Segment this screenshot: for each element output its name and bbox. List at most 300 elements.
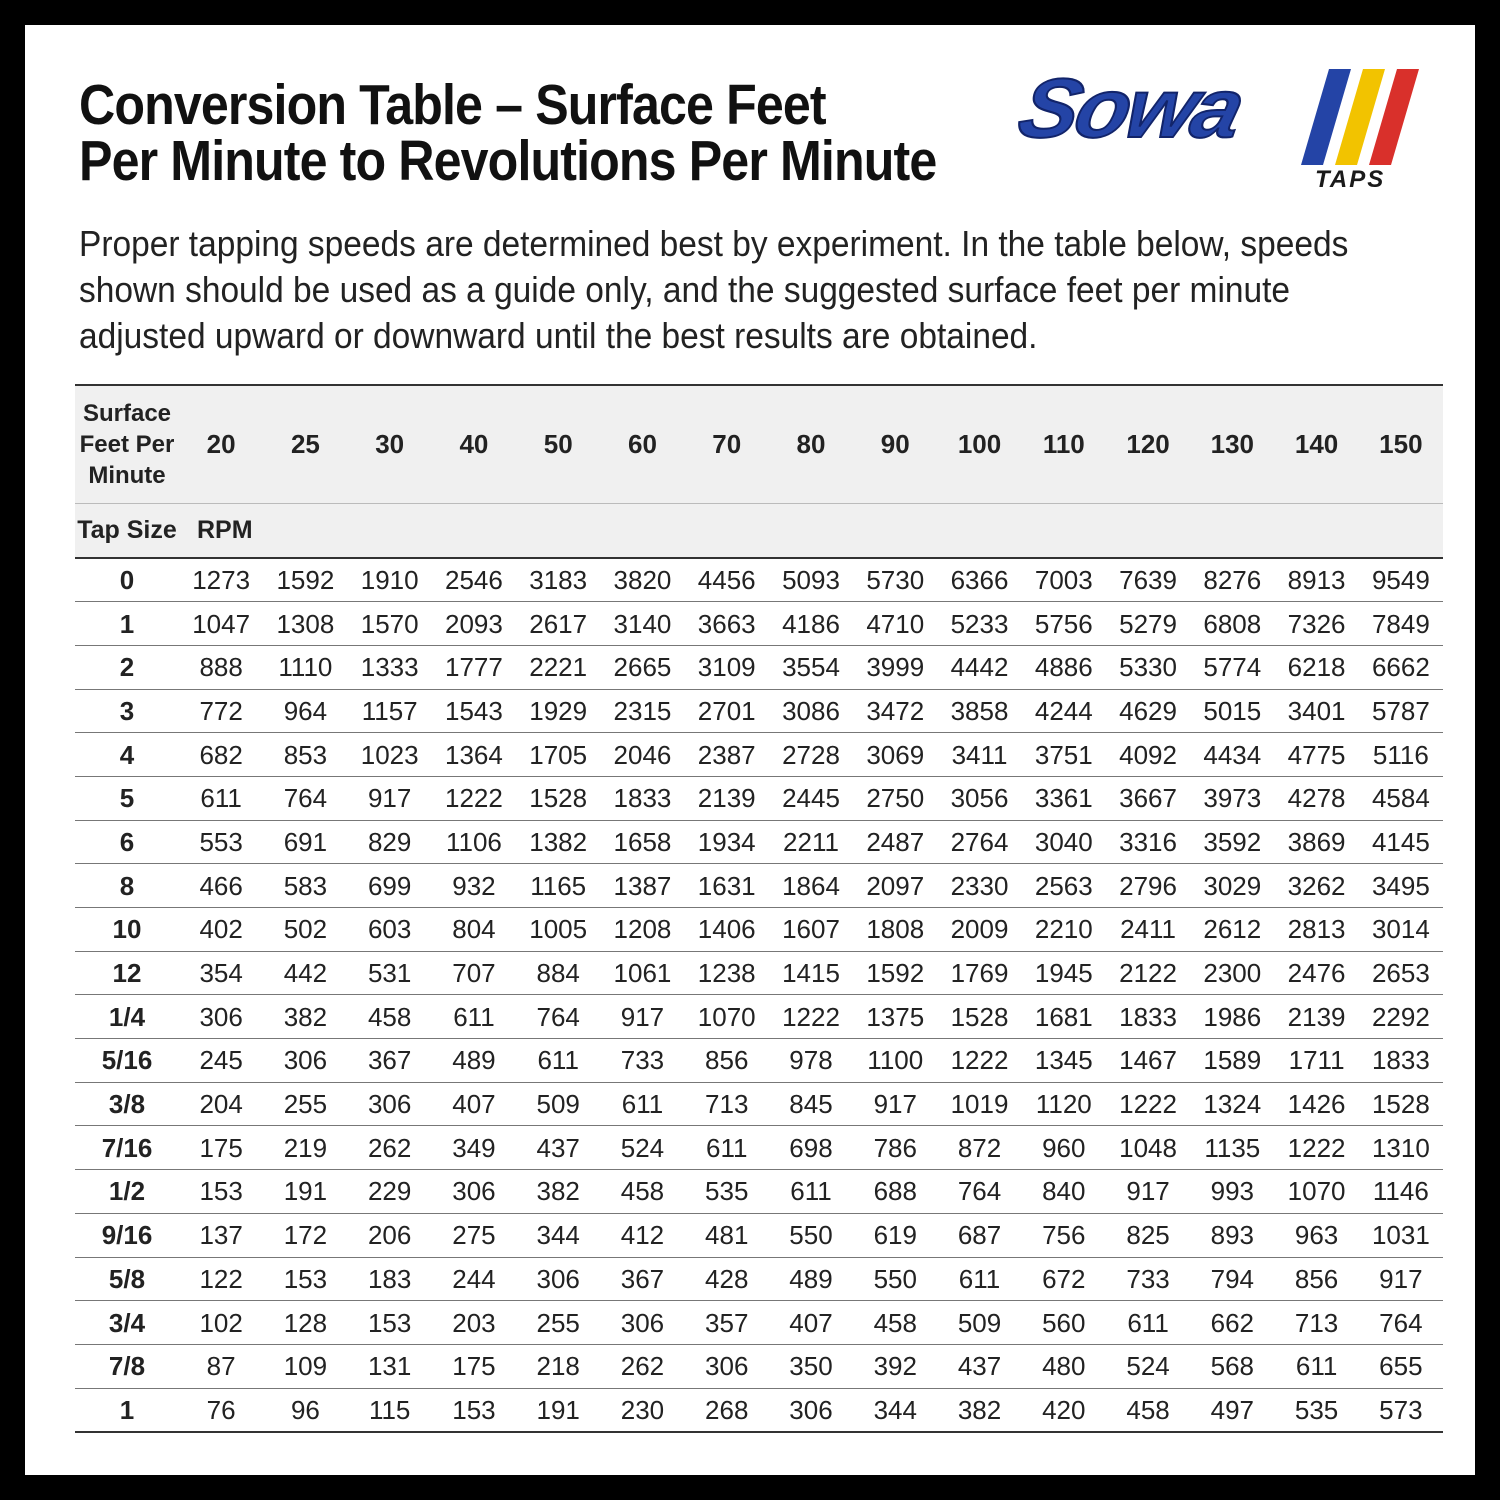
table-row <box>75 995 1443 1039</box>
rpm-cell: 4434 <box>1203 739 1262 770</box>
rpm-cell: 2487 <box>866 826 925 857</box>
rpm-cell: 713 <box>705 1089 749 1120</box>
rpm-cell: 2563 <box>1034 870 1093 901</box>
rpm-cell: 893 <box>1210 1220 1255 1251</box>
conversion-table-body <box>75 558 1443 1432</box>
rpm-cell: 2221 <box>529 652 588 683</box>
tap-size-cell: 3 <box>119 695 135 726</box>
rpm-cell: 2097 <box>866 870 925 901</box>
rpm-cell: 1705 <box>529 739 588 770</box>
rpm-cell: 3401 <box>1287 695 1346 726</box>
rpm-cell: 2122 <box>1119 958 1177 989</box>
rpm-cell: 489 <box>452 1045 496 1076</box>
rpm-cell: 3411 <box>951 739 1008 770</box>
tap-size-cell: 4 <box>119 739 135 770</box>
rpm-cell: 5730 <box>866 565 925 596</box>
rpm-cell: 172 <box>283 1220 328 1251</box>
rpm-cell: 917 <box>367 783 412 814</box>
rpm-cell: 1986 <box>1203 1001 1262 1032</box>
rpm-cell: 856 <box>1294 1263 1339 1294</box>
rpm-cell: 497 <box>1210 1394 1255 1425</box>
rpm-cell: 204 <box>199 1089 243 1120</box>
tap-size-cell: 5/16 <box>101 1045 153 1076</box>
rpm-cell: 275 <box>452 1220 496 1251</box>
rpm-cell: 175 <box>452 1351 496 1382</box>
rpm-cell: 2387 <box>697 739 756 770</box>
rpm-cell: 611 <box>790 1176 832 1207</box>
rpm-cell: 4775 <box>1287 739 1346 770</box>
rpm-cell: 3361 <box>1034 783 1093 814</box>
rpm-cell: 306 <box>283 1045 328 1076</box>
rpm-cell: 764 <box>957 1176 1002 1207</box>
rpm-cell: 3056 <box>950 783 1009 814</box>
rpm-cell: 5279 <box>1119 608 1177 639</box>
rpm-cell: 662 <box>1210 1307 1255 1338</box>
tap-size-cell: 1/2 <box>108 1176 146 1207</box>
rpm-cell: 1711 <box>1288 1045 1345 1076</box>
rpm-cell: 2701 <box>697 695 756 726</box>
sfpm-column-header: 120 <box>1126 428 1170 459</box>
rpm-cell: 3472 <box>866 695 925 726</box>
rpm-cell: 5116 <box>1372 739 1429 770</box>
rpm-cell: 1543 <box>445 695 503 726</box>
table-row <box>75 820 1443 864</box>
rpm-cell: 672 <box>1042 1263 1086 1294</box>
rpm-cell: 1070 <box>697 1001 756 1032</box>
rpm-cell: 1607 <box>782 914 840 945</box>
rpm-cell: 4442 <box>950 652 1009 683</box>
rpm-cell: 367 <box>367 1045 412 1076</box>
rpm-cell: 1146 <box>1372 1176 1429 1207</box>
rpm-cell: 568 <box>1210 1351 1255 1382</box>
rpm-cell: 1528 <box>1371 1089 1430 1120</box>
rpm-cell: 699 <box>367 870 412 901</box>
rpm-cell: 917 <box>1126 1176 1170 1207</box>
rpm-cell: 2653 <box>1371 958 1430 989</box>
table-row <box>75 1344 1443 1388</box>
rpm-cell: 203 <box>452 1307 496 1338</box>
rpm-cell: 764 <box>283 783 328 814</box>
rpm-cell: 756 <box>1042 1220 1086 1251</box>
rpm-cell: 1222 <box>782 1001 840 1032</box>
rpm-cell: 502 <box>283 914 328 945</box>
rpm-cell: 255 <box>283 1089 328 1120</box>
rpm-cell: 3086 <box>782 695 840 726</box>
rpm-cell: 550 <box>873 1263 917 1294</box>
rpm-cell: 350 <box>789 1351 833 1382</box>
rpm-cell: 109 <box>283 1351 328 1382</box>
rpm-cell: 1528 <box>529 783 588 814</box>
rpm-cell: 3820 <box>613 565 672 596</box>
rpm-cell: 306 <box>452 1176 496 1207</box>
rpm-cell: 1467 <box>1119 1045 1177 1076</box>
rpm-cell: 2411 <box>1120 914 1177 945</box>
rpm-cell: 175 <box>199 1132 243 1163</box>
sfpm-column-header: 110 <box>1042 428 1085 459</box>
rpm-cell: 1061 <box>613 958 672 989</box>
rpm-cell: 1589 <box>1203 1045 1262 1076</box>
rpm-cell: 2009 <box>950 914 1009 945</box>
rpm-cell: 1100 <box>867 1045 924 1076</box>
rpm-cell: 183 <box>367 1263 412 1294</box>
table-row <box>75 1126 1443 1170</box>
rpm-cell: 306 <box>367 1089 412 1120</box>
rpm-cell: 412 <box>620 1220 665 1251</box>
rpm-cell: 1222 <box>445 783 503 814</box>
rpm-cell: 1208 <box>613 914 672 945</box>
rpm-cell: 4092 <box>1119 739 1177 770</box>
rpm-cell: 553 <box>199 826 243 857</box>
rpm-cell: 5756 <box>1034 608 1093 639</box>
rpm-cell: 1023 <box>360 739 419 770</box>
rpm-cell: 2139 <box>1287 1001 1346 1032</box>
rpm-cell: 2612 <box>1203 914 1262 945</box>
rpm-cell: 4886 <box>1034 652 1093 683</box>
rpm-cell: 131 <box>367 1351 412 1382</box>
tap-size-cell: 8 <box>119 870 135 901</box>
rpm-cell: 3858 <box>950 695 1009 726</box>
rpm-cell: 1222 <box>1119 1089 1177 1120</box>
rpm-cell: 687 <box>957 1220 1002 1251</box>
rpm-cell: 829 <box>367 826 412 857</box>
rpm-cell: 856 <box>705 1045 749 1076</box>
rpm-cell: 153 <box>367 1307 412 1338</box>
rpm-cell: 9549 <box>1371 565 1430 596</box>
rpm-cell: 3592 <box>1203 826 1262 857</box>
rpm-cell: 603 <box>367 914 412 945</box>
rpm-cell: 382 <box>957 1394 1002 1425</box>
rpm-cell: 76 <box>206 1394 236 1425</box>
rpm-cell: 535 <box>1294 1394 1339 1425</box>
table-row <box>75 558 1443 602</box>
rpm-cell: 4278 <box>1287 783 1346 814</box>
rpm-cell: 244 <box>452 1263 496 1294</box>
rpm-cell: 268 <box>705 1394 749 1425</box>
rpm-cell: 96 <box>290 1394 320 1425</box>
rpm-cell: 87 <box>206 1351 236 1382</box>
rpm-cell: 840 <box>1042 1176 1086 1207</box>
rpm-cell: 306 <box>199 1001 243 1032</box>
rpm-cell: 428 <box>705 1263 749 1294</box>
rpm-cell: 611 <box>621 1089 664 1120</box>
rpm-cell: 219 <box>283 1132 328 1163</box>
rpm-cell: 2211 <box>783 826 839 857</box>
tap-size-cell: 12 <box>112 958 142 989</box>
rpm-cell: 3495 <box>1371 870 1430 901</box>
rpm-cell: 122 <box>199 1263 243 1294</box>
rpm-cell: 1658 <box>613 826 672 857</box>
rpm-cell: 7003 <box>1034 565 1093 596</box>
rpm-cell: 3973 <box>1203 783 1262 814</box>
rpm-cell: 5330 <box>1119 652 1177 683</box>
rpm-cell: 2546 <box>445 565 503 596</box>
rpm-cell: 845 <box>789 1089 833 1120</box>
rpm-cell: 1222 <box>950 1045 1009 1076</box>
rpm-cell: 524 <box>620 1132 665 1163</box>
rpm-cell: 1382 <box>529 826 588 857</box>
rpm-cell: 960 <box>1042 1132 1086 1163</box>
tap-size-cell: 5 <box>119 783 135 814</box>
rpm-cell: 1047 <box>192 608 251 639</box>
rpm-cell: 560 <box>1042 1307 1086 1338</box>
rpm-cell: 3554 <box>782 652 840 683</box>
rpm-cell: 407 <box>789 1307 833 1338</box>
rpm-cell: 407 <box>452 1089 496 1120</box>
rpm-cell: 245 <box>199 1045 243 1076</box>
rpm-cell: 932 <box>452 870 496 901</box>
rpm-cell: 2300 <box>1203 958 1262 989</box>
rpm-cell: 655 <box>1379 1351 1423 1382</box>
rpm-cell: 4244 <box>1034 695 1093 726</box>
rpm-cell: 1222 <box>1287 1132 1346 1163</box>
rpm-cell: 1406 <box>697 914 756 945</box>
rpm-cell: 772 <box>199 695 243 726</box>
rpm-cell: 872 <box>957 1132 1002 1163</box>
sfpm-column-header: 25 <box>290 428 320 459</box>
rpm-cell: 535 <box>705 1176 749 1207</box>
rpm-cell: 3040 <box>1034 826 1093 857</box>
rpm-cell: 688 <box>873 1176 917 1207</box>
rpm-cell: 1592 <box>276 565 335 596</box>
tap-size-cell: 9/16 <box>101 1220 153 1251</box>
rpm-cell: 420 <box>1042 1394 1086 1425</box>
rpm-cell: 2750 <box>866 783 925 814</box>
sfpm-column-header: 150 <box>1379 428 1423 459</box>
rpm-cell: 2315 <box>613 695 672 726</box>
rpm-cell: 611 <box>1295 1351 1338 1382</box>
rpm-cell: 481 <box>705 1220 749 1251</box>
rpm-cell: 3109 <box>697 652 756 683</box>
tap-size-cell: 2 <box>119 652 135 683</box>
rpm-cell: 2476 <box>1287 958 1346 989</box>
sfpm-column-header: 60 <box>628 428 657 459</box>
rpm-cell: 1333 <box>360 652 419 683</box>
rpm-cell: 382 <box>283 1001 328 1032</box>
rpm-cell: 1945 <box>1034 958 1093 989</box>
rpm-cell: 611 <box>537 1045 579 1076</box>
rpm-cell: 691 <box>283 826 328 857</box>
rpm-cell: 3999 <box>866 652 925 683</box>
rpm-cell: 437 <box>536 1132 580 1163</box>
rpm-cell: 6662 <box>1371 652 1430 683</box>
rpm-cell: 1833 <box>1371 1045 1430 1076</box>
rpm-cell: 6218 <box>1287 652 1346 683</box>
title-line-2: Per Minute to Revolutions Per Minute <box>79 129 937 193</box>
rpm-cell: 825 <box>1126 1220 1170 1251</box>
table-row <box>75 951 1443 995</box>
rpm-cell: 3183 <box>529 565 588 596</box>
rpm-cell: 4710 <box>866 608 925 639</box>
rpm-cell: 611 <box>958 1263 1001 1294</box>
rpm-cell: 7849 <box>1371 608 1430 639</box>
rpm-cell: 2813 <box>1287 914 1346 945</box>
rpm-cell: 2796 <box>1119 870 1177 901</box>
rpm-cell: 6808 <box>1203 608 1262 639</box>
table-row <box>75 689 1443 733</box>
sfpm-column-header: 130 <box>1210 428 1255 459</box>
rpm-cell: 2292 <box>1371 1001 1430 1032</box>
rpm-cell: 917 <box>620 1001 665 1032</box>
rpm-cell: 458 <box>367 1001 412 1032</box>
tap-size-cell: 7/8 <box>108 1351 146 1382</box>
rpm-cell: 191 <box>283 1176 328 1207</box>
rpm-cell: 489 <box>789 1263 833 1294</box>
rpm-cell: 1833 <box>1119 1001 1177 1032</box>
sfpm-header-row <box>75 385 1443 503</box>
table-row <box>75 1301 1443 1345</box>
rpm-cell: 1528 <box>950 1001 1009 1032</box>
rpm-cell: 1570 <box>360 608 419 639</box>
rpm-cell: 306 <box>789 1394 833 1425</box>
rpm-cell: 2445 <box>782 783 840 814</box>
rpm-cell: 115 <box>368 1394 411 1425</box>
rpm-cell: 917 <box>1379 1263 1423 1294</box>
table-row <box>75 864 1443 908</box>
rpm-cell: 306 <box>620 1307 665 1338</box>
rpm-cell: 7326 <box>1287 608 1346 639</box>
tap-size-cell: 3/4 <box>108 1307 146 1338</box>
rpm-cell: 7639 <box>1119 565 1177 596</box>
rpm-cell: 262 <box>620 1351 665 1382</box>
rpm-cell: 884 <box>536 958 580 989</box>
rpm-cell: 2665 <box>613 652 672 683</box>
rpm-cell: 1106 <box>445 826 502 857</box>
rpm-cell: 5774 <box>1203 652 1262 683</box>
table-row <box>75 1388 1443 1432</box>
rpm-cell: 2330 <box>950 870 1009 901</box>
tap-size-cell: 0 <box>119 565 135 596</box>
rpm-cell: 713 <box>1294 1307 1339 1338</box>
tap-size-cell: 7/16 <box>101 1132 153 1163</box>
rpm-cell: 3140 <box>613 608 672 639</box>
rpm-cell: 963 <box>1294 1220 1339 1251</box>
rpm-cell: 2764 <box>950 826 1009 857</box>
page-frame <box>25 25 1475 1475</box>
rpm-cell: 698 <box>789 1132 833 1163</box>
rpm-cell: 262 <box>367 1132 412 1163</box>
table-row <box>75 733 1443 777</box>
rpm-cell: 480 <box>1042 1351 1086 1382</box>
rpm-cell: 1310 <box>1371 1132 1430 1163</box>
rpm-cell: 3751 <box>1034 739 1093 770</box>
rpm-cell: 1929 <box>529 695 588 726</box>
rpm-cell: 437 <box>957 1351 1002 1382</box>
rpm-cell: 306 <box>536 1263 580 1294</box>
rpm-cell: 8913 <box>1287 565 1346 596</box>
rpm-cell: 550 <box>789 1220 833 1251</box>
page-title <box>79 73 937 193</box>
rpm-cell: 344 <box>536 1220 580 1251</box>
rpm-cell: 764 <box>1379 1307 1423 1338</box>
table-row <box>75 1082 1443 1126</box>
tap-size-cell: 5/8 <box>108 1263 146 1294</box>
rpm-cell: 682 <box>199 739 243 770</box>
rpm-cell: 1324 <box>1203 1089 1262 1120</box>
rpm-cell: 4456 <box>697 565 756 596</box>
rpm-cell: 611 <box>706 1132 748 1163</box>
rpm-cell: 786 <box>873 1132 917 1163</box>
rpm-cell: 1238 <box>697 958 756 989</box>
sowa-taps-logo <box>1010 61 1433 198</box>
rpm-cell: 611 <box>1127 1307 1169 1338</box>
rpm-cell: 442 <box>283 958 328 989</box>
rpm-cell: 1157 <box>361 695 418 726</box>
rpm-cell: 1415 <box>782 958 840 989</box>
rpm-cell: 1769 <box>950 958 1009 989</box>
table-row <box>75 776 1443 820</box>
table-row <box>75 1257 1443 1301</box>
rpm-cell: 853 <box>283 739 328 770</box>
rpm-cell: 509 <box>957 1307 1002 1338</box>
rpm-cell: 707 <box>452 958 496 989</box>
rpm-cell: 888 <box>199 652 243 683</box>
rpm-cell: 153 <box>199 1176 243 1207</box>
rpm-cell: 3667 <box>1119 783 1177 814</box>
rpm-cell: 4186 <box>782 608 840 639</box>
sfpm-label: Surface Feet Per Minute <box>79 399 175 489</box>
rpm-cell: 1135 <box>1204 1132 1261 1163</box>
rpm-cell: 191 <box>536 1394 580 1425</box>
rpm-cell: 1808 <box>866 914 925 945</box>
tap-size-cell: 1 <box>119 608 135 639</box>
rpm-cell: 1048 <box>1119 1132 1177 1163</box>
tap-size-label: Tap Size <box>77 515 177 544</box>
rpm-cell: 764 <box>536 1001 580 1032</box>
rpm-cell: 3014 <box>1371 914 1430 945</box>
rpm-cell: 357 <box>705 1307 749 1338</box>
rpm-cell: 1375 <box>866 1001 925 1032</box>
rpm-cell: 1364 <box>445 739 503 770</box>
table-row <box>75 602 1443 646</box>
tap-size-header-row <box>75 503 1443 558</box>
rpm-cell: 611 <box>453 1001 495 1032</box>
rpm-cell: 1110 <box>278 652 333 683</box>
sfpm-column-header: 40 <box>459 428 489 459</box>
rpm-cell: 2617 <box>529 608 588 639</box>
rpm-cell: 583 <box>283 870 328 901</box>
rpm-cell: 1120 <box>1035 1089 1092 1120</box>
rpm-cell: 4145 <box>1371 826 1430 857</box>
rpm-cell: 3663 <box>697 608 756 639</box>
rpm-cell: 354 <box>199 958 243 989</box>
rpm-cell: 2728 <box>782 739 840 770</box>
table-row <box>75 1039 1443 1083</box>
rpm-cell: 917 <box>873 1089 917 1120</box>
rpm-cell: 128 <box>283 1307 328 1338</box>
sfpm-column-header: 20 <box>206 428 236 459</box>
rpm-cell: 611 <box>200 783 242 814</box>
tap-size-cell: 10 <box>112 914 142 945</box>
rpm-cell: 1592 <box>866 958 925 989</box>
rpm-cell: 1165 <box>530 870 587 901</box>
rpm-cell: 993 <box>1210 1176 1255 1207</box>
conversion-table <box>75 384 1443 1433</box>
rpm-cell: 3069 <box>866 739 925 770</box>
rpm-cell: 733 <box>620 1045 665 1076</box>
rpm-cell: 524 <box>1126 1351 1170 1382</box>
rpm-cell: 458 <box>1126 1394 1170 1425</box>
rpm-cell: 2093 <box>445 608 503 639</box>
rpm-cell: 466 <box>199 870 243 901</box>
rpm-cell: 1308 <box>276 608 335 639</box>
rpm-cell: 137 <box>199 1220 243 1251</box>
sfpm-column-header: 140 <box>1294 428 1339 459</box>
rpm-cell: 255 <box>536 1307 580 1338</box>
rpm-cell: 382 <box>536 1176 580 1207</box>
rpm-label: RPM <box>197 515 253 544</box>
rpm-cell: 1070 <box>1287 1176 1346 1207</box>
rpm-cell: 229 <box>367 1176 412 1207</box>
